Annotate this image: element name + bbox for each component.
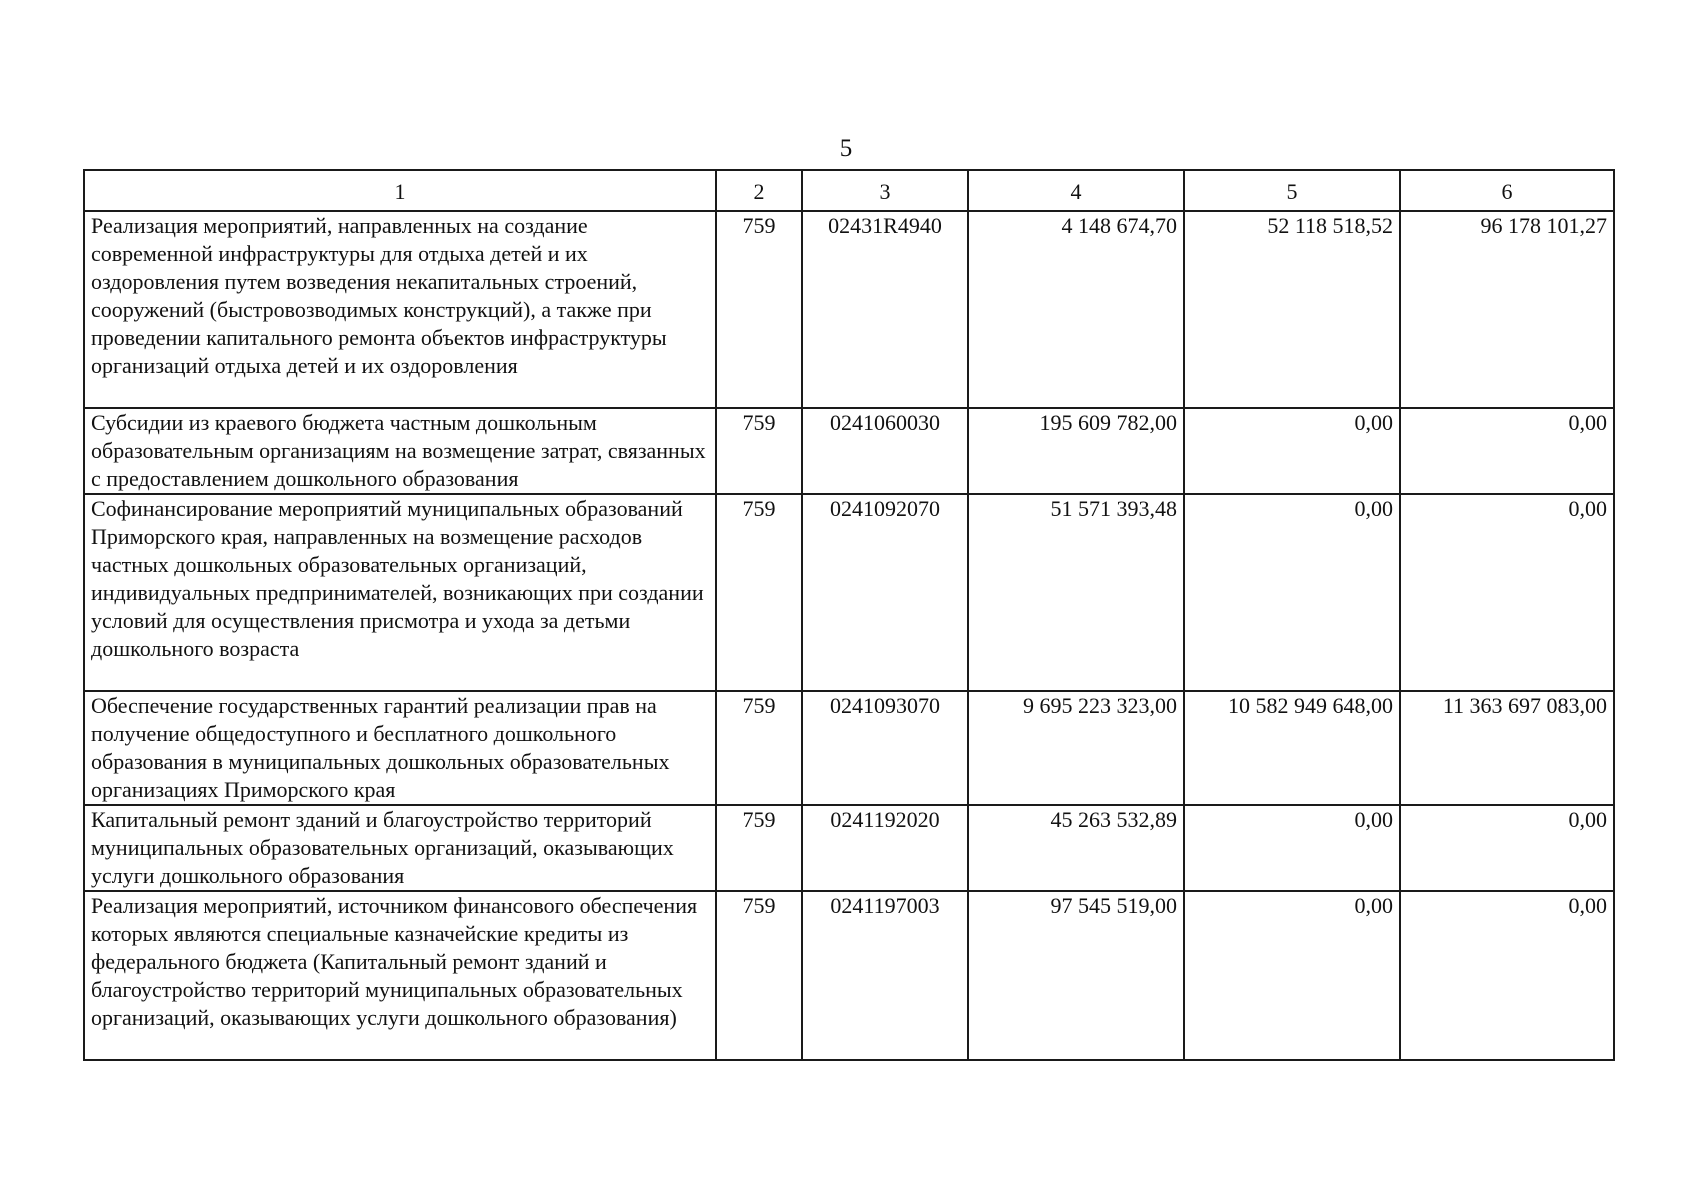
row-amount-col5: 0,00 xyxy=(1184,408,1400,494)
row-code: 759 xyxy=(716,891,802,1060)
row-code: 759 xyxy=(716,494,802,691)
row-amount-col4: 9 695 223 323,00 xyxy=(968,691,1184,805)
row-amount-col5: 0,00 xyxy=(1184,494,1400,691)
row-kbk: 0241197003 xyxy=(802,891,968,1060)
table-row xyxy=(84,211,1614,408)
table-row xyxy=(84,891,1614,1060)
row-amount-col6: 11 363 697 083,00 xyxy=(1400,691,1614,805)
row-kbk: 0241192020 xyxy=(802,805,968,891)
header-col-5: 5 xyxy=(1184,170,1400,211)
page-number: 5 xyxy=(839,135,853,162)
row-kbk: 02431R4940 xyxy=(802,211,968,408)
row-kbk: 0241092070 xyxy=(802,494,968,691)
row-amount-col6: 0,00 xyxy=(1400,805,1614,891)
row-amount-col4: 51 571 393,48 xyxy=(968,494,1184,691)
budget-table xyxy=(83,169,1615,1061)
row-amount-col6: 0,00 xyxy=(1400,408,1614,494)
header-col-1: 1 xyxy=(84,170,716,211)
row-name: Софинансирование мероприятий муниципальных образований Приморского края, направленных на возмещение расходов частных дошкольных образовательных организаций, индивидуальных предпринимателей, возникающих при создании условий для осуществления присмотра и ухода за детьми дошкольного возраста xyxy=(84,494,716,691)
table-row xyxy=(84,691,1614,805)
row-amount-col5: 0,00 xyxy=(1184,805,1400,891)
row-amount-col4: 45 263 532,89 xyxy=(968,805,1184,891)
header-col-6: 6 xyxy=(1400,170,1614,211)
row-amount-col5: 0,00 xyxy=(1184,891,1400,1060)
row-code: 759 xyxy=(716,211,802,408)
row-code: 759 xyxy=(716,691,802,805)
header-col-2: 2 xyxy=(716,170,802,211)
row-amount-col6: 0,00 xyxy=(1400,494,1614,691)
row-name: Капитальный ремонт зданий и благоустройство территорий муниципальных образовательных организаций, оказывающих услуги дошкольного образования xyxy=(84,805,716,891)
row-amount-col6: 96 178 101,27 xyxy=(1400,211,1614,408)
row-code: 759 xyxy=(716,805,802,891)
row-name: Обеспечение государственных гарантий реализации прав на получение общедоступного и бесплатного дошкольного образования в муниципальных дошкольных образовательных организациях Приморского края xyxy=(84,691,716,805)
row-code: 759 xyxy=(716,408,802,494)
table-row xyxy=(84,408,1614,494)
row-name: Реализация мероприятий, источником финансового обеспечения которых являются специальные казначейские кредиты из федерального бюджета (Капитальный ремонт зданий и благоустройство территорий муниципальных образовательных организаций, оказывающих услуги дошкольного образования) xyxy=(84,891,716,1060)
header-col-3: 3 xyxy=(802,170,968,211)
row-kbk: 0241093070 xyxy=(802,691,968,805)
row-amount-col4: 97 545 519,00 xyxy=(968,891,1184,1060)
table-row xyxy=(84,494,1614,691)
header-col-4: 4 xyxy=(968,170,1184,211)
table-row xyxy=(84,805,1614,891)
header-row xyxy=(84,170,1614,211)
row-kbk: 0241060030 xyxy=(802,408,968,494)
row-amount-col6: 0,00 xyxy=(1400,891,1614,1060)
row-amount-col4: 4 148 674,70 xyxy=(968,211,1184,408)
row-amount-col4: 195 609 782,00 xyxy=(968,408,1184,494)
row-name: Субсидии из краевого бюджета частным дошкольным образовательным организациям на возмещение затрат, связанных с предоставлением дошкольного образования xyxy=(84,408,716,494)
row-name: Реализация мероприятий, направленных на создание современной инфраструктуры для отдыха детей и их оздоровления путем возведения некапитальных строений, сооружений (быстровозводимых конструкций), а также при проведении капитального ремонта объектов инфраструктуры организаций отдыха детей и их оздоровления xyxy=(84,211,716,408)
row-amount-col5: 10 582 949 648,00 xyxy=(1184,691,1400,805)
row-amount-col5: 52 118 518,52 xyxy=(1184,211,1400,408)
